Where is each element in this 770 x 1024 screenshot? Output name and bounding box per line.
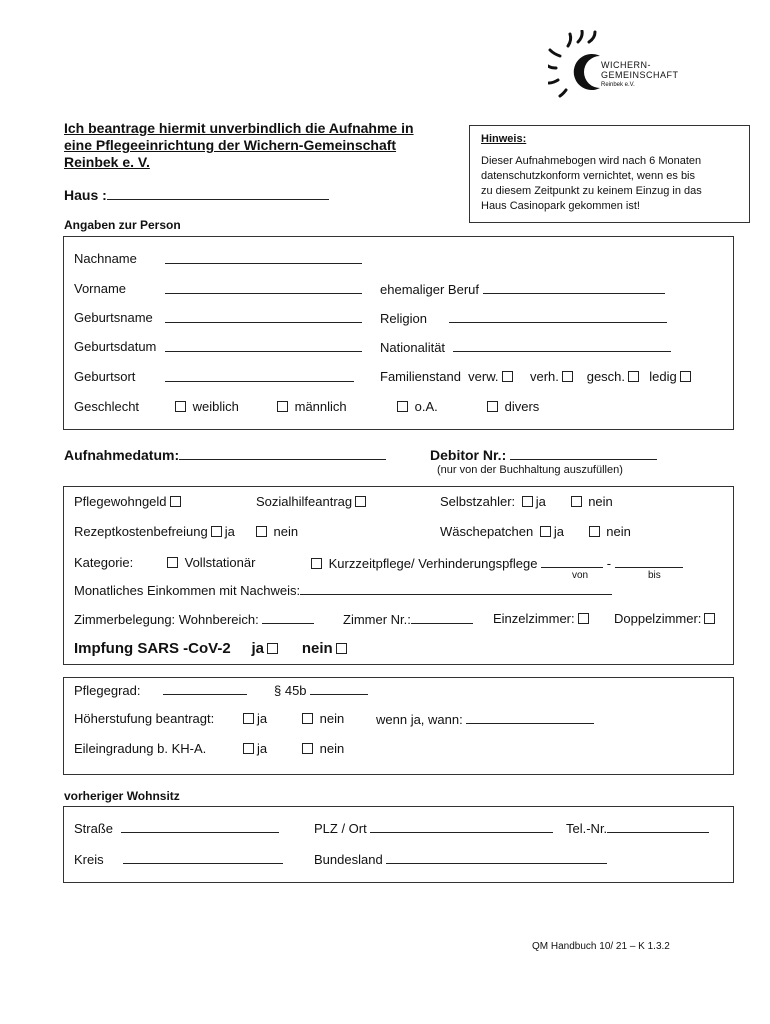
nationalitaet-field[interactable]: [380, 339, 671, 355]
debitor-label: Debitor Nr.:: [430, 447, 507, 463]
zimmer-field[interactable]: [74, 611, 314, 627]
divers-option[interactable]: [484, 399, 539, 414]
title-line-3: Reinbek e. V.: [64, 154, 150, 170]
logo-line-1: WICHERN-: [601, 60, 651, 70]
ja-label: ja: [257, 741, 268, 756]
kategorie-label: Kategorie:: [74, 555, 134, 570]
sozialhilfe-checkbox[interactable]: [355, 496, 366, 507]
kurzzeit-checkbox[interactable]: [311, 558, 322, 569]
hoeher-ja-checkbox[interactable]: [243, 713, 254, 724]
nein-label: nein: [273, 524, 299, 539]
oa-option[interactable]: [394, 399, 438, 414]
geschlecht-label: Geschlecht: [74, 399, 140, 414]
oa-label: o.A.: [414, 399, 438, 414]
hoeher-nein-checkbox[interactable]: [302, 713, 313, 724]
wenn-field[interactable]: [376, 711, 594, 727]
nachname-field[interactable]: [74, 251, 137, 266]
tel-field[interactable]: [566, 820, 709, 836]
hint-line-3: zu diesem Zeitpunkt zu keinem Einzug in das: [481, 185, 702, 197]
vorname-label: Vorname: [74, 281, 127, 296]
impfung-label: Impfung SARS -CoV-2: [74, 640, 231, 657]
kurzzeit-option[interactable]: Kurzzeitpflege/ Verhinderungspflege -: [308, 555, 683, 571]
pflegewohngeld-checkbox[interactable]: [170, 496, 181, 507]
rezept-nein-checkbox[interactable]: [256, 526, 267, 537]
rezept-ja-checkbox[interactable]: [211, 526, 222, 537]
bis-label: bis: [648, 570, 661, 581]
hoeher-nein-option[interactable]: [299, 711, 344, 726]
vollstationaer-checkbox[interactable]: [167, 557, 178, 568]
zimmer-nr-field[interactable]: [343, 611, 473, 627]
hoeher-ja-option[interactable]: [240, 711, 267, 726]
ledig-label: ledig: [649, 369, 677, 384]
weiblich-option[interactable]: [172, 399, 239, 414]
geburtsdatum-label: Geburtsdatum: [74, 339, 157, 354]
weiblich-checkbox[interactable]: [175, 401, 186, 412]
aufnahmedatum-field[interactable]: [64, 447, 386, 463]
plz-field[interactable]: [314, 820, 553, 836]
kreis-label: Kreis: [74, 852, 104, 867]
hint-title: Hinweis:: [481, 133, 527, 145]
verh-checkbox[interactable]: [562, 371, 573, 382]
vollstationaer-option[interactable]: [164, 555, 255, 570]
impfung-ja-checkbox[interactable]: [267, 643, 278, 654]
eilein-ja-option[interactable]: [240, 741, 267, 756]
hint-line-4: Haus Casinopark gekommen ist!: [481, 200, 640, 212]
selbstzahler-option: [440, 494, 613, 509]
maennlich-checkbox[interactable]: [277, 401, 288, 412]
eilein-nein-option[interactable]: [299, 741, 344, 756]
einkommen-field[interactable]: [74, 582, 612, 598]
beruf-field[interactable]: [380, 281, 665, 297]
strasse-field[interactable]: [74, 820, 279, 836]
para-label: § 45b: [274, 683, 307, 698]
einzel-label: Einzelzimmer:: [493, 611, 575, 626]
ja-label: ja: [535, 494, 546, 509]
gesch-checkbox[interactable]: [628, 371, 639, 382]
zimmer-nr-label: Zimmer Nr.:: [343, 612, 411, 627]
care-box: [63, 486, 734, 665]
impfung-row: [74, 640, 350, 657]
bundesland-field[interactable]: [314, 851, 607, 867]
doppel-label: Doppelzimmer:: [614, 611, 702, 626]
einkommen-label: Monatliches Einkommen mit Nachweis:: [74, 583, 301, 598]
einzel-option[interactable]: [493, 611, 592, 626]
oa-checkbox[interactable]: [397, 401, 408, 412]
waesche-nein-checkbox[interactable]: [589, 526, 600, 537]
title-line-1: Ich beantrage hiermit unverbindlich die Aufnahme in: [64, 120, 414, 136]
divers-checkbox[interactable]: [487, 401, 498, 412]
wenn-label: wenn ja, wann:: [376, 712, 463, 727]
einzel-checkbox[interactable]: [578, 613, 589, 624]
verw-checkbox[interactable]: [502, 371, 513, 382]
waesche-label: Wäschepatchen: [440, 524, 534, 539]
hint-line-1: Dieser Aufnahmebogen wird nach 6 Monaten: [481, 155, 702, 167]
impfung-ja-label: ja: [251, 640, 265, 657]
von-label: von: [572, 570, 589, 581]
title-line-2: eine Pflegeeinrichtung der Wichern-Gemeinschaft: [64, 137, 397, 153]
geburtsdatum-field[interactable]: [74, 339, 156, 354]
nein-label: nein: [319, 741, 345, 756]
geburtsort-field[interactable]: [74, 369, 135, 384]
tel-label: Tel.-Nr.: [566, 821, 608, 836]
kreis-field[interactable]: [74, 851, 283, 867]
pflegewohngeld-label: Pflegewohngeld: [74, 494, 167, 509]
kurzzeit-label: Kurzzeitpflege/ Verhinderungspflege: [328, 556, 538, 571]
hint-line-2: datenschutzkonform vernichtet, wenn es bis: [481, 170, 696, 182]
haus-label: Haus :: [64, 187, 107, 203]
debitor-note: (nur von der Buchhaltung auszufüllen): [437, 464, 623, 476]
selbstzahler-nein-checkbox[interactable]: [571, 496, 582, 507]
nein-label: nein: [588, 494, 613, 509]
geburtsort-label: Geburtsort: [74, 369, 136, 384]
eilein-nein-checkbox[interactable]: [302, 743, 313, 754]
waesche-ja-checkbox[interactable]: [540, 526, 551, 537]
weiblich-label: weiblich: [192, 399, 239, 414]
eilein-ja-checkbox[interactable]: [243, 743, 254, 754]
doppel-option[interactable]: [614, 611, 718, 626]
address-section-title: vorheriger Wohnsitz: [64, 789, 180, 803]
geburtsname-field[interactable]: [74, 310, 153, 325]
hoeher-label: Höherstufung beantragt:: [74, 711, 215, 726]
ledig-checkbox[interactable]: [680, 371, 691, 382]
verh-label: verh.: [529, 369, 559, 384]
maennlich-label: männlich: [294, 399, 347, 414]
sozialhilfe-label: Sozialhilfeantrag: [256, 494, 353, 509]
bundesland-label: Bundesland: [314, 852, 383, 867]
pflegegrad-field[interactable]: [74, 682, 247, 698]
vollstationaer-label: Vollstationär: [184, 555, 256, 570]
para-field[interactable]: [274, 682, 368, 698]
sozialhilfe-option[interactable]: [256, 494, 369, 509]
logo-line-2: GEMEINSCHAFT: [601, 70, 679, 80]
nachname-label: Nachname: [74, 251, 137, 266]
haus-field[interactable]: [64, 187, 329, 203]
impfung-nein-label: nein: [301, 640, 333, 657]
rezept-label: Rezeptkostenbefreiung: [74, 524, 208, 539]
ja-label: ja: [224, 524, 235, 539]
selbstzahler-ja-checkbox[interactable]: [522, 496, 533, 507]
doppel-checkbox[interactable]: [704, 613, 715, 624]
rezept-option: [74, 524, 298, 539]
sun-logo-icon: [548, 30, 608, 98]
logo-line-3: Reinbek e.V.: [601, 82, 635, 88]
familienstand-label: Familienstand: [380, 369, 461, 384]
person-section-title: Angaben zur Person: [64, 218, 181, 232]
gesch-label: gesch.: [586, 369, 626, 384]
strasse-label: Straße: [74, 821, 114, 836]
debitor-field[interactable]: [430, 447, 657, 463]
aufnahmedatum-label: Aufnahmedatum:: [64, 447, 180, 463]
hint-box: [469, 125, 750, 223]
waesche-option: [440, 524, 631, 539]
ja-label: ja: [553, 524, 564, 539]
zimmer-label: Zimmerbelegung: Wohnbereich:: [74, 612, 259, 627]
eilein-label: Eileingradung b. KH-A.: [74, 741, 207, 756]
religion-label: Religion: [380, 311, 427, 326]
vorname-field[interactable]: [74, 281, 126, 296]
religion-field[interactable]: [380, 310, 667, 326]
verw-label: verw.: [468, 369, 499, 384]
logo: [548, 30, 688, 100]
beruf-label: ehemaliger Beruf: [380, 282, 479, 297]
nein-label: nein: [319, 711, 345, 726]
footer-text: QM Handbuch 10/ 21 – K 1.3.2: [532, 941, 670, 952]
geburtsname-label: Geburtsname: [74, 310, 153, 325]
familienstand-field: [380, 369, 694, 384]
plz-label: PLZ / Ort: [314, 821, 367, 836]
selbstzahler-label: Selbstzahler:: [440, 494, 516, 509]
ja-label: ja: [257, 711, 268, 726]
nationalitaet-label: Nationalität: [380, 340, 446, 355]
maennlich-option[interactable]: [274, 399, 347, 414]
address-box: [63, 806, 734, 883]
impfung-nein-checkbox[interactable]: [336, 643, 347, 654]
pflegewohngeld-option[interactable]: [74, 494, 184, 509]
divers-label: divers: [504, 399, 540, 414]
pflegegrad-label: Pflegegrad:: [74, 683, 141, 698]
nein-label: nein: [606, 524, 631, 539]
